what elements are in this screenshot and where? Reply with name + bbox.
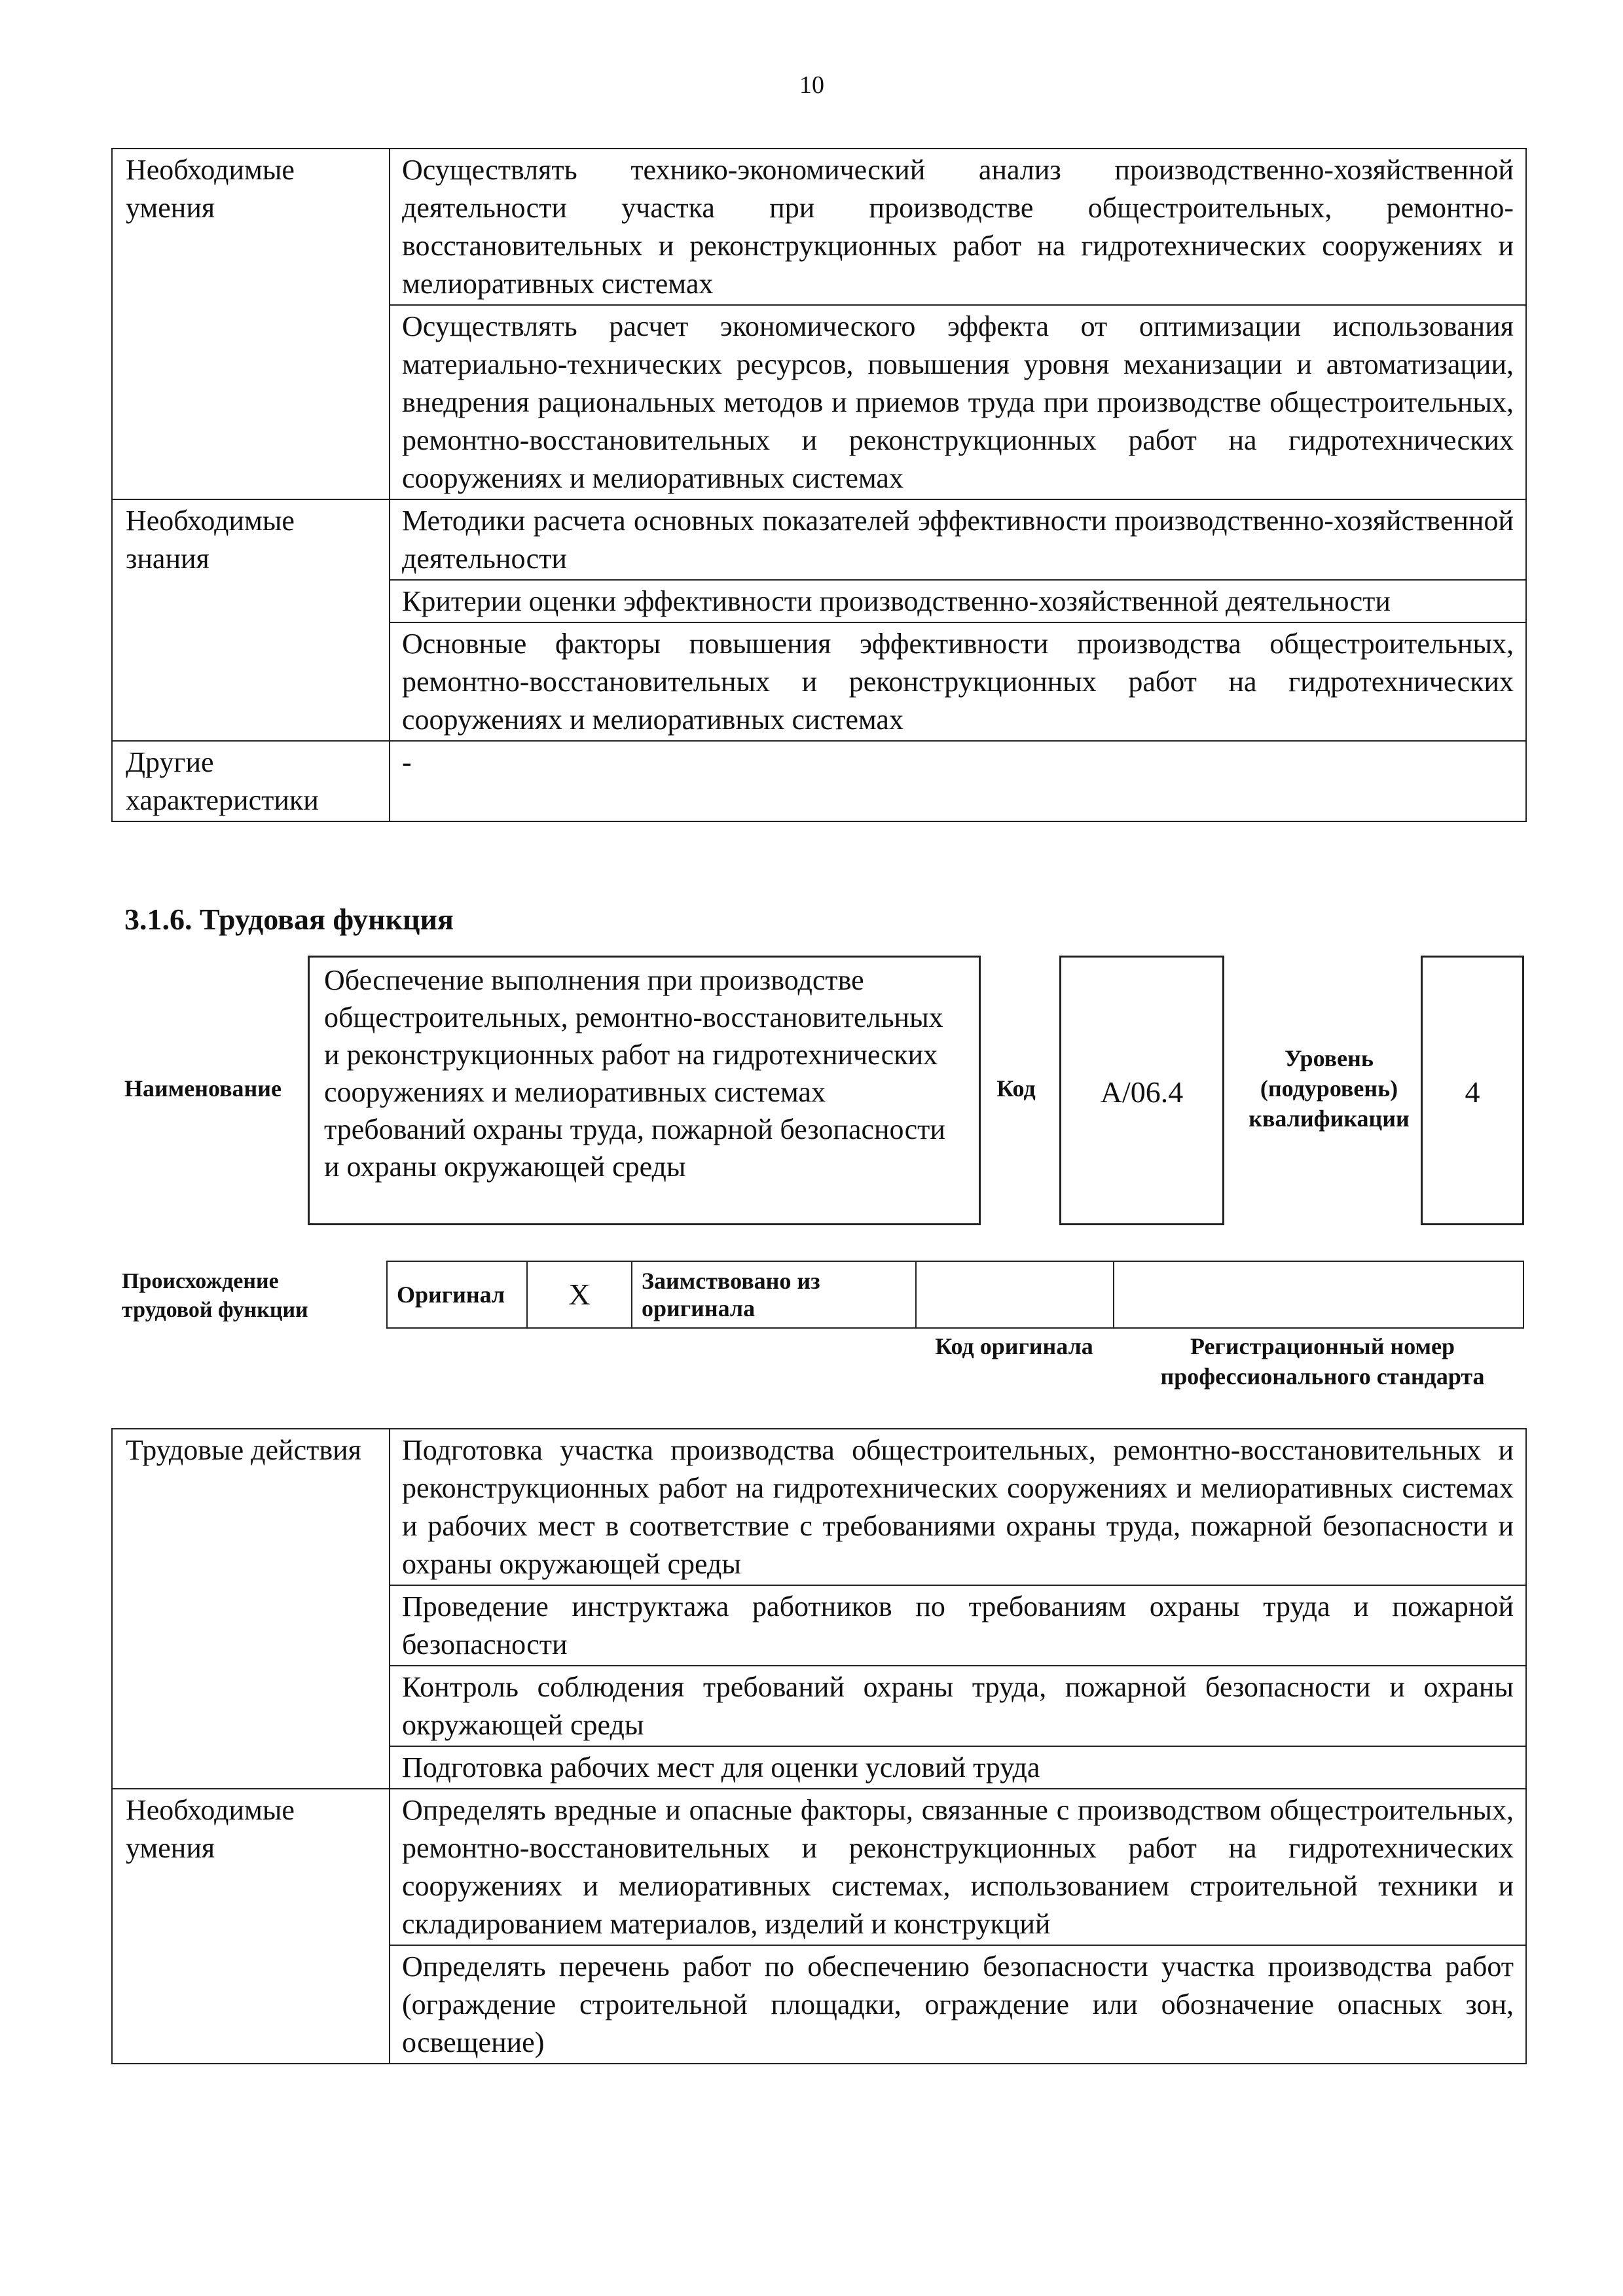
table-cell: Определять вредные и опасные факторы, связанные с производством общестроительных, ремонтно-восстановительных и реконструкционных работ на гидротехнических сооружениях и мелиоративных системах, использованием строительной техники и складированием материалов, изделий и конструкций [390,1789,1526,1945]
table-cell: Осуществлять технико-экономический анализ производственно-хозяйственной деятельности участка при производстве общестроительных, ремонтно-восстановительных и реконструкционных работ на гидротехнических сооружениях и мелиоративных системах [390,149,1526,305]
borrowed-label: Заимствовано из оригинала [632,1261,916,1328]
row-label: Другие характеристики [112,741,390,821]
original-label: Оригинал [387,1261,527,1328]
table-cell: Подготовка рабочих мест для оценки условий труда [390,1746,1526,1789]
level-box [1421,956,1524,1225]
code-caption: Код оригинала [935,1333,1093,1359]
table-cell: Критерии оценки эффективности производственно-хозяйственной деятельности [390,580,1526,622]
row-label: Трудовые действия [112,1429,390,1789]
name-label: Наименование [124,1075,282,1102]
code-label: Код [996,1075,1036,1102]
table-cell: Проведение инструктажа работников по требованиям охраны труда и пожарной безопасности [390,1585,1526,1666]
origin-label: Происхождение трудовой функции [122,1269,308,1322]
actions-skills-table [111,1428,1527,2064]
table-cell: Определять перечень работ по обеспечению безопасности участка производства работ (ограждение строительной площадки, ограждение или обозначение опасных зон, освещение) [390,1945,1526,2064]
registration-number-cell [1114,1261,1523,1328]
table-cell: Осуществлять расчет экономического эффекта от оптимизации использования материально-технических ресурсов, повышения уровня механизации и автоматизации, внедрения рациональных методов и приемов труда при производстве общестроительных, ремонтно-восстановительных и реконструкционных работ на гидротехнических сооружениях и мелиоративных системах [390,305,1526,499]
level-label: Уровень (подуровень) квалификации [1249,1045,1410,1132]
registration-caption: Регистрационный номер профессионального стандарта [1160,1333,1485,1390]
original-mark: X [527,1261,632,1328]
table-cell: Контроль соблюдения требований охраны труда, пожарной безопасности и охраны окружающей среды [390,1666,1526,1746]
row-label: Необходимые умения [112,149,390,499]
origin-table [386,1261,1524,1329]
skills-knowledge-table [111,148,1527,822]
page-number: 10 [799,71,824,99]
table-cell: - [390,741,1526,821]
row-label: Необходимые умения [112,1789,390,2064]
table-cell: Методики расчета основных показателей эффективности производственно-хозяйственной деятельности [390,499,1526,580]
table-cell: Основные факторы повышения эффективности производства общестроительных, ремонтно-восстановительных и реконструкционных работ на гидротехнических сооружениях и мелиоративных системах [390,622,1526,741]
table-cell: Подготовка участка производства общестроительных, ремонтно-восстановительных и реконструкционных работ на гидротехнических сооружениях и мелиоративных системах и рабочих мест в соответствие с требованиями охраны труда, пожарной безопасности и охраны окружающей среды [390,1429,1526,1585]
row-label: Необходимые знания [112,499,390,741]
section-title: 3.1.6. Трудовая функция [124,903,454,936]
function-name: Обеспечение выполнения при производстве общестроительных, ремонтно-восстановительных и реконструкционных работ на гидротехнических сооружениях и мелиоративных системах требований охраны труда, пожарной безопасности и охраны окружающей среды [324,964,945,1183]
code-value: А/06.4 [1100,1075,1184,1109]
function-name-box [308,956,981,1225]
level-value: 4 [1465,1075,1480,1109]
code-box [1059,956,1224,1225]
original-code-cell [916,1261,1114,1328]
